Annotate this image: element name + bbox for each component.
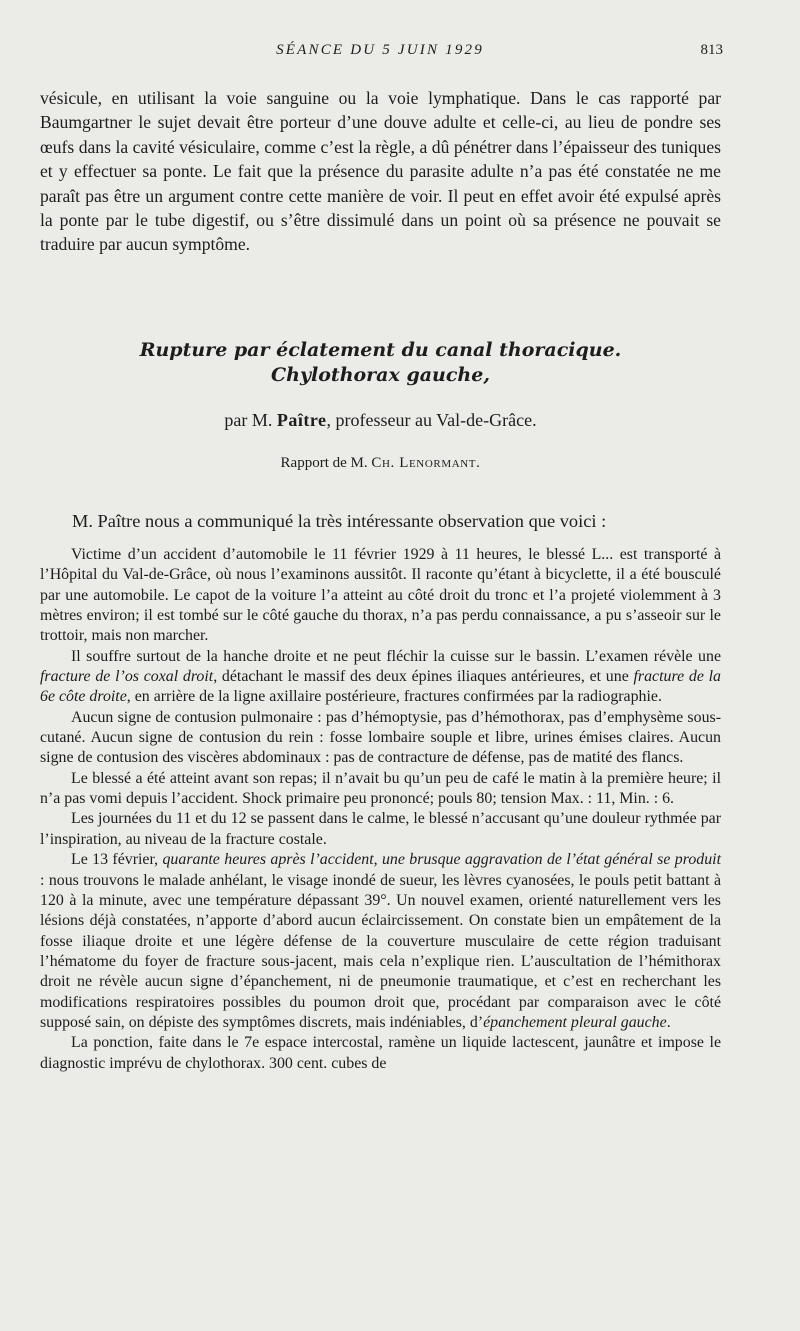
observation-paragraph-1: Victime d’un accident d’automobile le 11 février 1929 à 11 heures, le blessé L... est transporté à l’Hôpital du Val-de-Grâce, où nous l’examinons aussitôt. Il raconte qu’étant à bicyclette, il a été bousculé par une automobile. Le capot de la voiture l’a atteint au côté droit du tronc et l’a projeté violemment à 3 mètres environ; il est tombé sur le côté gauche du thorax, n’a pas perdu connaissance, a pu s’asseoir sur le trottoir, mais non marcher. <box>40 546 721 645</box>
obs-p2-text-b: , détachant le massif des deux épines iliaques antérieures, et une <box>213 668 634 686</box>
obs-p6-italic-1: quarante heures après l’accident, une brusque aggravation de l’état général se produit <box>162 851 722 869</box>
author-prefix: par M. <box>224 410 277 430</box>
report-line <box>40 455 721 472</box>
author-suffix: , professeur au Val-de-Grâce. <box>326 410 537 430</box>
article-title <box>40 338 721 388</box>
observation-paragraph-7: La ponction, faite dans le 7e espace intercostal, ramène un liquide lactescent, jaunâtre et impose le diagnostic imprévu de chylothorax. 300 cent. cubes de <box>40 1034 721 1072</box>
obs-p6-italic-2: épanchement pleural gauche <box>483 1013 667 1031</box>
report-prefix: Rapport de M. <box>280 455 372 471</box>
observation-paragraph-4: Le blessé a été atteint avant son repas; il n’avait bu qu’un peu de café le matin à la première heure; il n’a pas vomi depuis l’accident. Shock primaire peu prononcé; pouls 80; tension Max. : 11, Min. : 6. <box>40 769 721 808</box>
lead-paragraph: M. Paître nous a communiqué la très intéressante observation que voici : <box>72 511 607 531</box>
obs-p2-text-a: Il souffre surtout de la hanche droite et ne peut fléchir la cuisse sur le bassin. L’examen révèle une <box>71 647 721 665</box>
obs-p6-text-b: : nous trouvons le malade anhélant, le visage inondé de sueur, les lèvres cyanosées, le pouls petit battant à 120 à la minute, avec une température dépassant 39°. Un nouvel examen, orienté naturellement vers les lésions déjà constatées, n’apporte d’abord aucun éclaircissement. On constate bien un empâtement de la fosse iliaque droite et une légère défense de la couverture musculaire de cette région traduisant l’hématome du foyer de fracture sous-jacent, mais cela n’explique rien. L’auscultation de l’hémithorax droit ne révèle aucun signe d’épanchement, ni de pneumonie traumatique, et c’est en recherchant les modifications respiratoires possibles du poumon droit que, procédant par comparaison avec le côté supposé sain, on dépiste des symptômes discrets, mais indéniables, d’ <box>40 871 721 1031</box>
obs-p2-italic-1: fracture de l’os coxal droit <box>40 668 214 686</box>
intro-paragraph: vésicule, en utilisant la voie sanguine ou la voie lymphatique. Dans le cas rapporté par Baumgartner le sujet devait être porteur d’une douve adulte et celle-ci, au lieu de pondre ses œufs dans la cavité vésiculaire, comme c’est la règle, a dû pénétrer dans l’épaisseur des tuniques et y effectuer sa ponte. Le fait que la présence du parasite adulte n’a pas été constatée ne me paraît pas être un argument contre cette manière de voir. Il peut en effet avoir été expulsé après la ponte par le tube digestif, ou s’être dissimulé dans un point où sa présence ne pouvait se traduire par aucun symptôme. <box>40 88 721 255</box>
observation-paragraph-3: Aucun signe de contusion pulmonaire : pas d’hémoptysie, pas d’hémothorax, pas d’emphysème sous-cutané. Aucun signe de contusion du rein : fosse lombaire souple et libre, urines émises claires. Aucun signe de contusion des viscères abdominaux : pas de contracture de défense, pas de matité des flancs. <box>40 708 721 767</box>
obs-p2-italic-2: fracture de la 6e côte droite <box>40 668 721 706</box>
author-name: Paître <box>276 410 327 430</box>
article-title-line-1: Rupture par éclatement du canal thoracique. <box>139 339 622 361</box>
obs-p2-text-c: , en arrière de la ligne axillaire postérieure, fractures confirmées par la radiographie. <box>126 688 662 706</box>
article-title-line-2: Chylothorax gauche, <box>271 364 490 386</box>
intro-paragraph-block <box>40 86 721 257</box>
page-number: 813 <box>700 42 723 58</box>
reporter-name: Ch. Lenormant. <box>371 455 481 471</box>
page-header <box>40 42 723 66</box>
observation-paragraph-5: Les journées du 11 et du 12 se passent dans le calme, le blessé n’accusant qu’une douleur rythmée par l’inspiration, au niveau de la fracture costale. <box>40 810 721 848</box>
author-line <box>40 410 721 431</box>
running-title: SÉANCE DU 5 JUIN 1929 <box>276 42 484 58</box>
observation-text <box>40 545 721 1074</box>
obs-p6-text-c: . <box>666 1013 671 1031</box>
observation-paragraph-2 <box>40 647 721 708</box>
observation-paragraph-6 <box>40 850 721 1033</box>
lead-paragraph-block <box>40 509 721 533</box>
obs-p6-text-a: Le 13 février, <box>71 851 163 869</box>
